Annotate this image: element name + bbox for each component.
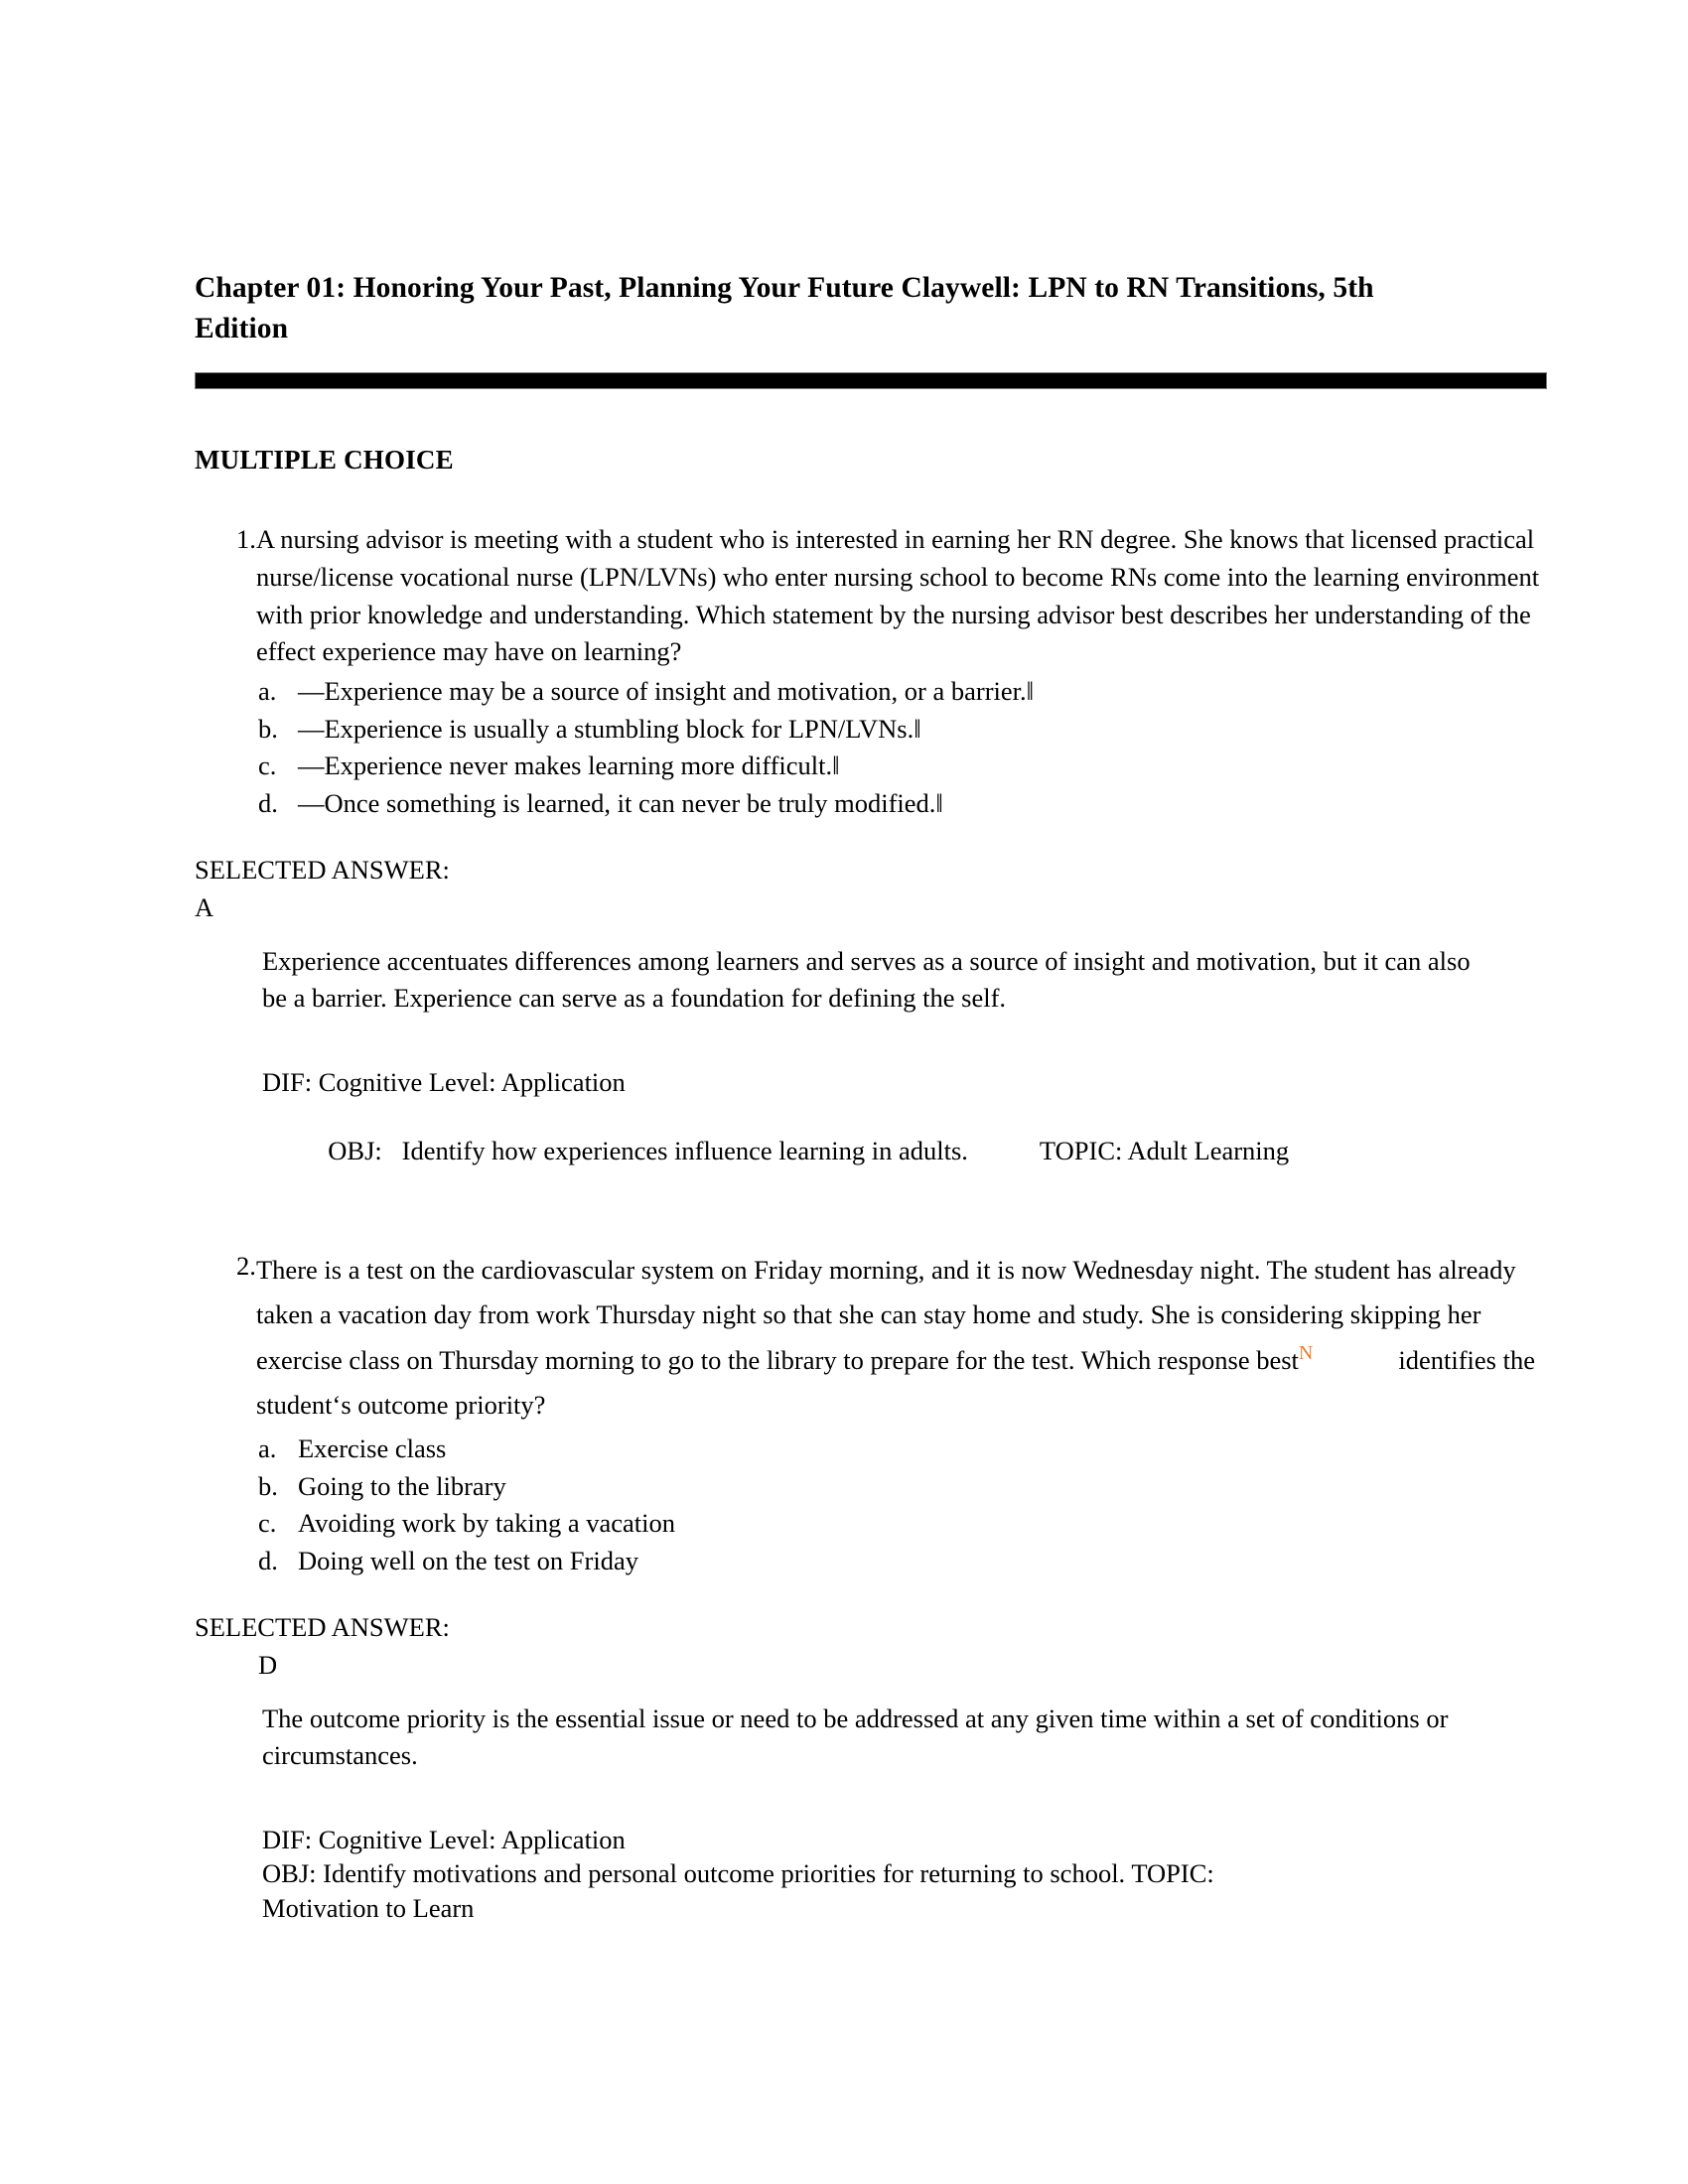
option-2d[interactable] xyxy=(195,1543,1547,1580)
option-1a[interactable] xyxy=(195,673,1547,711)
section-heading-multiple-choice: MULTIPLE CHOICE xyxy=(195,445,454,476)
question-2-meta xyxy=(195,1823,1533,1925)
question-block-1 xyxy=(195,521,1547,1201)
option-1a-letter: a. xyxy=(258,675,277,706)
option-1d[interactable] xyxy=(195,785,1547,823)
question-1-dif: DIF: Cognitive Level: Application xyxy=(262,1066,626,1097)
question-1-row xyxy=(195,521,1547,671)
option-2b-text: Going to the library xyxy=(298,1470,506,1501)
option-1c[interactable] xyxy=(195,748,1547,785)
question-2-stem-part2: identifies the student‘s outcome priority? xyxy=(256,1344,1535,1421)
option-2a-letter: a. xyxy=(258,1433,277,1463)
question-1-rationale: Experience accentuates differences among learners and serves as a source of insight and motivation, but it can also be a barrier. Experience can serve as a foundation for defining the self. xyxy=(262,945,1471,1014)
question-2-number: 2. xyxy=(236,1250,256,1281)
option-2b-letter: b. xyxy=(258,1470,278,1501)
question-2-stem-part1: There is a test on the cardiovascular system on Friday morning, and it is now Wednesday night. The student has already taken a vacation day from work Thursday night so that she can stay home and study. She is considering skipping her exercise class on Thursday morning to go to the library to prepare for the test. Which response best xyxy=(256,1254,1516,1375)
option-2b[interactable] xyxy=(195,1468,1547,1506)
question-2-rationale: The outcome priority is the essential issue or need to be addressed at any given time within a set of conditions or circumstances. xyxy=(262,1703,1449,1771)
option-2c[interactable] xyxy=(195,1505,1547,1543)
question-block-2 xyxy=(195,1248,1547,1926)
question-1-options xyxy=(195,673,1547,823)
option-1d-text: —Once something is learned, it can never be truly modified.‖ xyxy=(298,787,943,818)
option-1b-text: —Experience is usually a stumbling block for LPN/LVNs.‖ xyxy=(298,713,921,744)
document-content xyxy=(195,268,1547,1925)
option-1c-text: —Experience never makes learning more difficult.‖ xyxy=(298,751,840,781)
question-2-topic: Motivation to Learn xyxy=(262,1892,475,1923)
question-1-obj-topic-line xyxy=(262,1099,1533,1201)
question-1-meta xyxy=(195,1065,1533,1202)
question-1-selected-answer-value: A xyxy=(195,892,214,923)
option-2c-text: Avoiding work by taking a vacation xyxy=(298,1508,675,1539)
option-2d-text: Doing well on the test on Friday xyxy=(298,1545,638,1575)
option-1d-letter: d. xyxy=(258,787,278,818)
option-1b-letter: b. xyxy=(258,713,278,744)
question-1-selected-answer-label: SELECTED ANSWER: xyxy=(195,855,450,886)
option-2a[interactable] xyxy=(195,1431,1547,1468)
question-2-dif: DIF: Cognitive Level: Application xyxy=(262,1824,626,1854)
option-2c-letter: c. xyxy=(258,1508,277,1539)
question-1-stem: A nursing advisor is meeting with a student who is interested in earning her RN degree. She knows that licensed practical nurse/license vocational nurse (LPN/LVNs) who enter nursing school to become RNs come into the learning environment with prior knowledge and understanding. Which statement by the nursing advisor best describes her understanding of the effect experience may have on learning? xyxy=(256,524,1540,667)
option-1c-letter: c. xyxy=(258,751,277,781)
question-2-selected-answer-value: D xyxy=(258,1650,278,1681)
question-1-topic: TOPIC: Adult Learning xyxy=(1039,1135,1290,1165)
question-2-obj: OBJ: Identify motivations and personal outcome priorities for returning to school. TOPIC: xyxy=(262,1858,1214,1889)
question-2-stem xyxy=(256,1248,1547,1429)
question-2-selected-answer-label: SELECTED ANSWER: xyxy=(195,1612,450,1643)
option-1b[interactable] xyxy=(195,711,1547,749)
option-2d-letter: d. xyxy=(258,1545,278,1575)
title-divider xyxy=(195,372,1547,389)
question-1-number: 1. xyxy=(236,524,256,555)
question-2-row xyxy=(195,1248,1547,1429)
page-title: Chapter 01: Honoring Your Past, Planning Your Future Claywell: LPN to RN Transitions, 5th Edition xyxy=(195,272,1374,344)
option-2a-text: Exercise class xyxy=(298,1433,447,1463)
question-2-options xyxy=(195,1431,1547,1580)
question-1-obj: OBJ: Identify how experiences influence learning in adults. xyxy=(328,1135,968,1165)
option-1a-text: —Experience may be a source of insight and motivation, or a barrier.‖ xyxy=(298,675,1035,706)
question-2-superscript-marker: N xyxy=(1298,1341,1314,1364)
